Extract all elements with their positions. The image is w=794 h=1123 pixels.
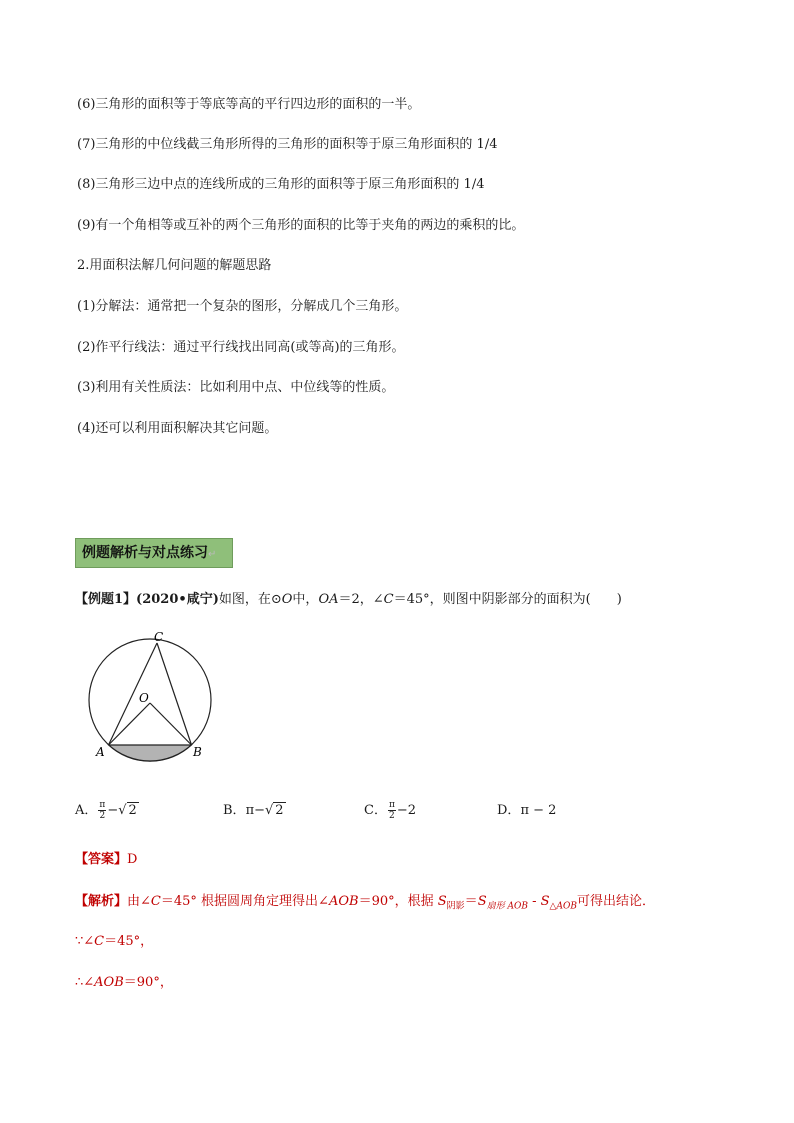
option-a-fraction: $\frac{\pi}{2}$ xyxy=(99,800,106,821)
example-question xyxy=(75,592,622,608)
return-mark: ↵ xyxy=(208,549,217,560)
segment-cb xyxy=(157,643,192,745)
option-a-letter: A． xyxy=(75,803,98,818)
analysis-tag: 【解析】 xyxy=(75,894,128,909)
option-c xyxy=(364,799,416,821)
section-header xyxy=(75,538,233,568)
answer xyxy=(75,852,137,868)
property-7: (7)三角形的中位线截三角形所得的三角形的面积等于原三角形面积的 1/4 xyxy=(77,137,498,152)
step-1: ∵∠C＝45°， xyxy=(75,934,154,949)
option-c-rest: −2 xyxy=(396,803,417,818)
example-tag: 【例题1】 xyxy=(75,592,137,607)
segment-ca xyxy=(109,643,158,745)
option-d-letter: D． xyxy=(497,803,521,818)
q-c: C xyxy=(383,592,394,607)
analysis: 【解析】由∠C＝45° 根据圆周角定理得出∠AOB＝90°，根据 $S_{阴影}=S_{扇形 AOB} - S_{\triangle AOB}$可得出结论． xyxy=(75,894,655,912)
circle-figure xyxy=(86,626,226,766)
section2-title: 2.用面积法解几何问题的解题思路 xyxy=(77,258,272,273)
segment-ob xyxy=(150,703,192,745)
method-3: (3)利用有关性质法：比如利用中点、中位线等的性质。 xyxy=(77,380,395,395)
label-b: B xyxy=(193,745,202,759)
segment-oa xyxy=(109,703,151,745)
property-6: (6)三角形的面积等于等底等高的平行四边形的面积的一半。 xyxy=(77,97,421,112)
option-b: B．π−√ 2 xyxy=(223,803,284,818)
method-1: (1)分解法：通常把一个复杂的图形，分解成几个三角形。 xyxy=(77,299,408,314)
option-a-sqrt: 2 xyxy=(128,803,137,818)
label-a: A xyxy=(96,745,105,759)
q-circle-o: O xyxy=(281,592,293,607)
q-text2: 中， xyxy=(292,592,319,607)
option-b-pre: π− xyxy=(245,803,265,818)
property-8: (8)三角形三边中点的连线所成的三角形的面积等于原三角形面积的 1/4 xyxy=(77,177,485,192)
example-source: (2020•咸宁) xyxy=(136,592,219,607)
answer-tag: 【答案】 xyxy=(75,852,128,867)
label-c: C xyxy=(154,630,164,644)
option-a-minus: − xyxy=(107,803,119,818)
q-text4: ＝45°，则图中阴影部分的面积为( ) xyxy=(393,592,622,607)
option-a: A． $\frac{\pi}{2}$ −√ 2 xyxy=(75,800,137,821)
method-4: (4)还可以利用面积解决其它问题。 xyxy=(77,421,278,436)
option-b-sqrt: 2 xyxy=(275,803,284,818)
property-9: (9)有一个角相等或互补的两个三角形的面积的比等于夹角的两边的乘积的比。 xyxy=(77,218,525,233)
answer-value: D xyxy=(127,852,138,867)
option-c-letter: C． xyxy=(364,803,387,818)
q-text1: 如图，在⊙ xyxy=(218,592,282,607)
option-d xyxy=(497,799,556,818)
step-2: ∴∠AOB＝90°， xyxy=(75,975,173,990)
label-o: O xyxy=(139,691,149,705)
q-text3: ＝2，∠ xyxy=(338,592,384,607)
option-c-fraction: $\frac{\pi}{2}$ xyxy=(388,800,395,821)
q-oa: OA xyxy=(318,592,339,607)
option-b-letter: B． xyxy=(223,803,246,818)
method-2: (2)作平行线法：通过平行线找出同高(或等高)的三角形。 xyxy=(77,340,405,355)
option-d-text: π − 2 xyxy=(520,803,557,818)
section-header-text: 例题解析与对点练习 xyxy=(82,545,208,561)
